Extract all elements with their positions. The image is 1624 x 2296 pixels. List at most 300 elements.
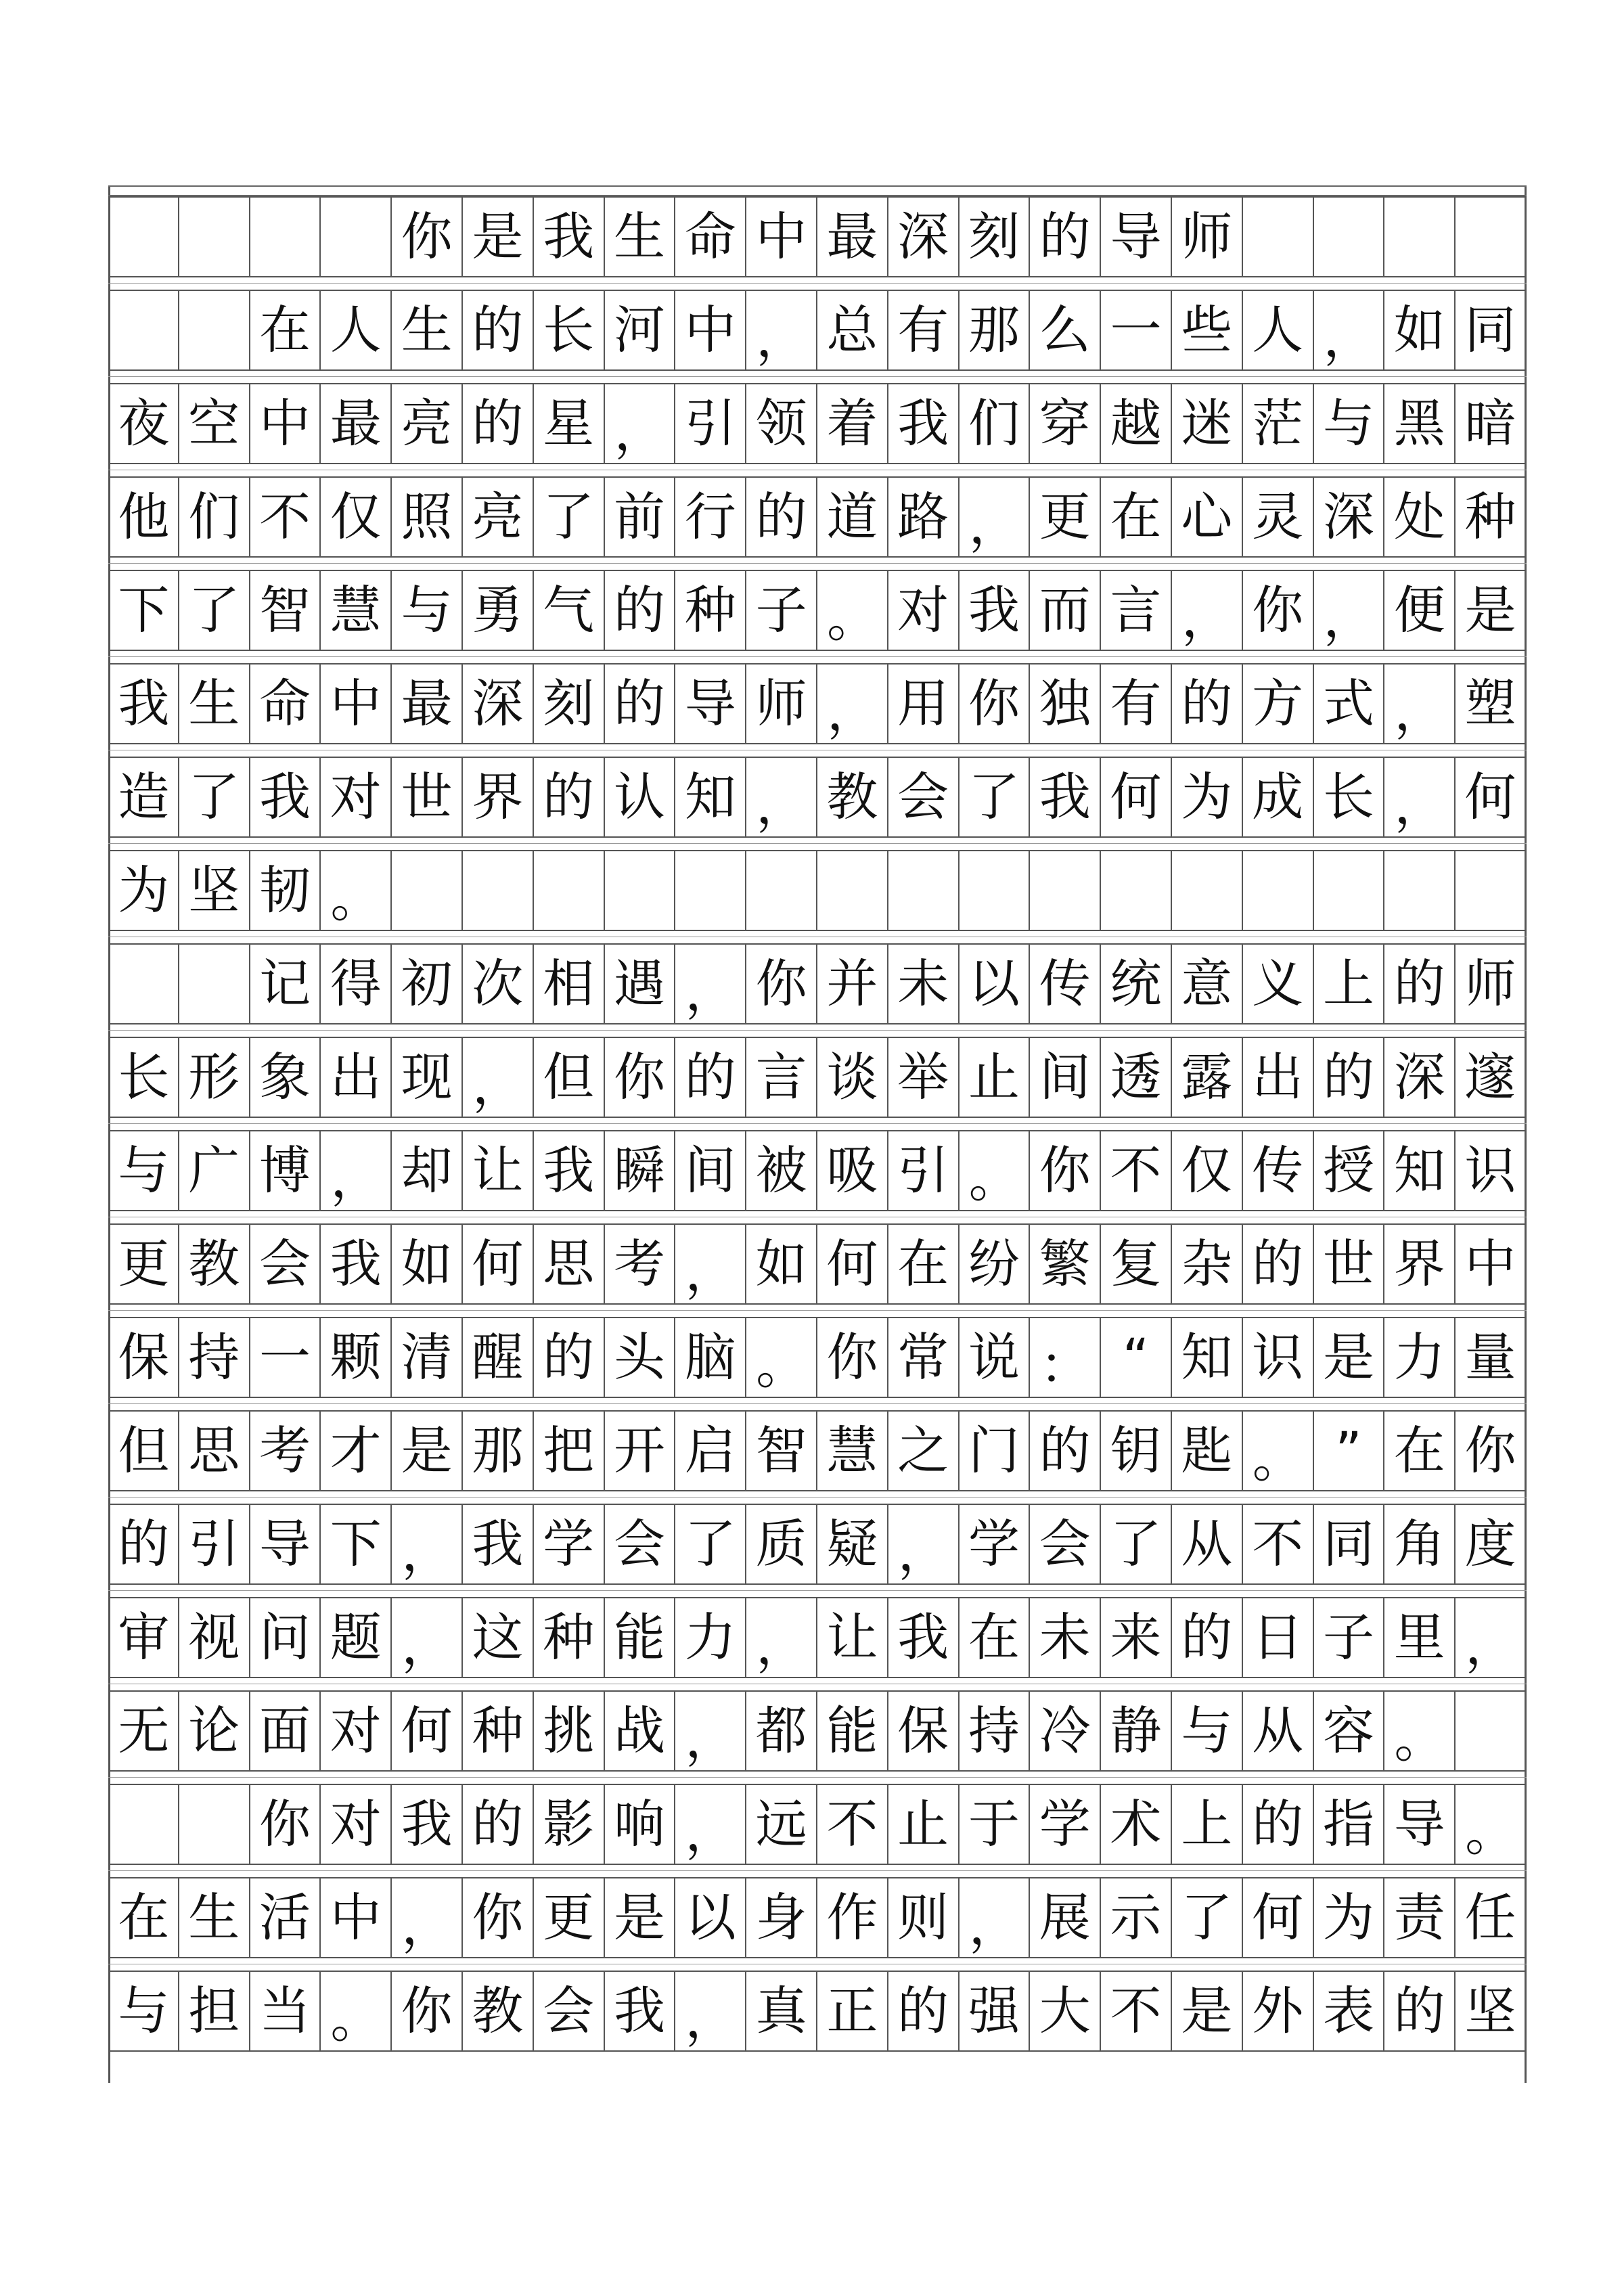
grid-cell: ，	[675, 1225, 746, 1303]
grid-cell: 了	[1101, 1505, 1172, 1583]
grid-cell: 方	[1243, 665, 1314, 743]
grid-cell: 中	[321, 1878, 392, 1957]
grid-cell	[1243, 851, 1314, 930]
grid-cell: 如	[392, 1225, 463, 1303]
grid-cell: 为	[1314, 1878, 1385, 1957]
row-gap	[108, 1678, 1527, 1690]
grid-cell: 便	[1384, 571, 1456, 650]
grid-cell: ，	[817, 665, 888, 743]
grid-cell: 是	[1172, 1972, 1243, 2050]
grid-cell: 对	[888, 571, 960, 650]
text-row	[108, 570, 1527, 651]
grid-cell: 你	[1243, 571, 1314, 650]
grid-cell: 有	[888, 291, 960, 369]
grid-cell: 最	[321, 384, 392, 463]
row-gap	[108, 464, 1527, 476]
grid-cell: 为	[1172, 758, 1243, 836]
grid-cell: 我	[888, 384, 960, 463]
grid-cell: 保	[108, 1318, 179, 1397]
grid-cell: 统	[1101, 945, 1172, 1023]
grid-cell: 了	[179, 758, 250, 836]
grid-cell: 智	[250, 571, 321, 650]
text-row	[108, 757, 1527, 838]
grid-cell: 与	[1172, 1692, 1243, 1770]
grid-cell: 却	[392, 1131, 463, 1210]
grid-cell: 在	[888, 1225, 960, 1303]
grid-cell: 这	[463, 1598, 534, 1677]
row-gap	[108, 838, 1527, 850]
grid-cell: 都	[746, 1692, 817, 1770]
grid-cell: 不	[817, 1785, 888, 1864]
grid-cell: 识	[1243, 1318, 1314, 1397]
grid-cell: 如	[1384, 291, 1456, 369]
grid-cell: 亮	[392, 384, 463, 463]
grid-cell: 了	[179, 571, 250, 650]
grid-cell: 活	[250, 1878, 321, 1957]
text-row	[108, 1690, 1527, 1772]
grid-cell: 种	[675, 571, 746, 650]
row-gap	[108, 1491, 1527, 1504]
text-row	[108, 1037, 1527, 1118]
grid-cell: 界	[463, 758, 534, 836]
grid-cell: 灵	[1243, 478, 1314, 556]
grid-cell: 的	[675, 1038, 746, 1117]
grid-cell: 才	[321, 1412, 392, 1490]
grid-cell: 远	[746, 1785, 817, 1864]
grid-cell: 我	[321, 1225, 392, 1303]
grid-cell: 为	[108, 851, 179, 930]
grid-cell: 不	[250, 478, 321, 556]
grid-cell: 茫	[1243, 384, 1314, 463]
grid-cell	[1243, 198, 1314, 276]
grid-cell: “	[1101, 1318, 1172, 1397]
grid-cell	[1456, 851, 1527, 930]
grid-cell: 了	[1172, 1878, 1243, 1957]
row-gap	[108, 1211, 1527, 1223]
grid-cell: 生	[605, 198, 676, 276]
grid-cell: 能	[605, 1598, 676, 1677]
grid-cell: 。	[1384, 1692, 1456, 1770]
grid-cell: 我	[534, 198, 605, 276]
grid-cell: 战	[605, 1692, 676, 1770]
grid-cell: 了	[675, 1505, 746, 1583]
grid-cell: 言	[746, 1038, 817, 1117]
grid-cell: 脑	[675, 1318, 746, 1397]
grid-cell: 形	[179, 1038, 250, 1117]
grid-cell: 的	[463, 384, 534, 463]
row-gap	[108, 558, 1527, 570]
grid-cell: 未	[1030, 1598, 1101, 1677]
grid-cell: 繁	[1030, 1225, 1101, 1303]
grid-cell: 清	[392, 1318, 463, 1397]
grid-cell	[1101, 851, 1172, 930]
grid-cell: 我	[888, 1598, 960, 1677]
grid-cell: ”	[1314, 1412, 1385, 1490]
grid-cell: 的	[888, 1972, 960, 2050]
grid-cell: 坚	[179, 851, 250, 930]
grid-cell: 在	[250, 291, 321, 369]
grid-cell: ，	[960, 1878, 1031, 1957]
grid-cell: 路	[888, 478, 960, 556]
grid-cell: 我	[108, 665, 179, 743]
grid-cell: 刻	[534, 665, 605, 743]
grid-cell: 表	[1314, 1972, 1385, 2050]
grid-cell: 同	[1456, 291, 1527, 369]
text-row	[108, 1877, 1527, 1958]
text-row	[108, 383, 1527, 464]
grid-cell: 生	[179, 1878, 250, 1957]
grid-cell: 人	[321, 291, 392, 369]
grid-cell	[463, 851, 534, 930]
grid-cell: 暗	[1456, 384, 1527, 463]
grid-cell: 。	[321, 851, 392, 930]
grid-cell: 。	[817, 571, 888, 650]
grid-cell: 开	[605, 1412, 676, 1490]
grid-cell: 作	[817, 1878, 888, 1957]
grid-cell: 更	[108, 1225, 179, 1303]
grid-cell: 导	[1101, 198, 1172, 276]
grid-cell: 前	[605, 478, 676, 556]
grid-cell: 深	[888, 198, 960, 276]
grid-cell: 河	[605, 291, 676, 369]
grid-cell: 引	[888, 1131, 960, 1210]
row-gap	[108, 1025, 1527, 1037]
grid-cell: 止	[960, 1038, 1031, 1117]
grid-cell: 的	[1030, 198, 1101, 276]
row-gap	[108, 1398, 1527, 1410]
grid-cell: 的	[534, 1318, 605, 1397]
grid-cell: 道	[817, 478, 888, 556]
grid-cell: 间	[1030, 1038, 1101, 1117]
grid-cell	[321, 198, 392, 276]
grid-cell: 次	[463, 945, 534, 1023]
grid-cell: 勇	[463, 571, 534, 650]
grid-cell: 博	[250, 1131, 321, 1210]
grid-cell: ，	[1384, 665, 1456, 743]
grid-cell: 邃	[1456, 1038, 1527, 1117]
grid-cell: 深	[1384, 1038, 1456, 1117]
grid-cell: 世	[392, 758, 463, 836]
grid-cell: 现	[392, 1038, 463, 1117]
grid-cell: 有	[1101, 665, 1172, 743]
grid-cell: 中	[250, 384, 321, 463]
grid-cell: 中	[1456, 1225, 1527, 1303]
grid-cell: 与	[392, 571, 463, 650]
grid-cell: 下	[321, 1505, 392, 1583]
grid-cell: 的	[605, 665, 676, 743]
grid-cell	[1456, 198, 1527, 276]
grid-cell	[179, 945, 250, 1023]
grid-cell: 得	[321, 945, 392, 1023]
grid-cell: 夜	[108, 384, 179, 463]
grid-cell: 当	[250, 1972, 321, 2050]
grid-cell: 颗	[321, 1318, 392, 1397]
grid-cell: 里	[1384, 1598, 1456, 1677]
grid-cell: 间	[675, 1131, 746, 1210]
grid-cell: 止	[888, 1785, 960, 1864]
grid-cell: 的	[534, 758, 605, 836]
grid-cell: 把	[534, 1412, 605, 1490]
grid-top-gap	[108, 185, 1527, 196]
grid-cell: 更	[534, 1878, 605, 1957]
grid-cell: 我	[960, 571, 1031, 650]
grid-cell: 外	[1243, 1972, 1314, 2050]
grid-cell: 你	[960, 665, 1031, 743]
grid-cell: 问	[250, 1598, 321, 1677]
grid-cell: 行	[675, 478, 746, 556]
grid-cell: 那	[463, 1412, 534, 1490]
grid-cell: 对	[321, 1692, 392, 1770]
grid-cell: 与	[108, 1972, 179, 2050]
grid-cell: 大	[1030, 1972, 1101, 2050]
grid-cell	[746, 851, 817, 930]
grid-cell: 世	[1314, 1225, 1385, 1303]
grid-cell: 。	[960, 1131, 1031, 1210]
grid-cell: 我	[392, 1785, 463, 1864]
text-row	[108, 1784, 1527, 1865]
grid-cell: 让	[817, 1598, 888, 1677]
row-gap	[108, 1305, 1527, 1317]
grid-cell: 导	[675, 665, 746, 743]
grid-cell: 义	[1243, 945, 1314, 1023]
grid-cell: 在	[1384, 1412, 1456, 1490]
grid-cell: 但	[534, 1038, 605, 1117]
grid-cell	[1314, 851, 1385, 930]
grid-cell: 对	[321, 758, 392, 836]
grid-cell: 式	[1314, 665, 1385, 743]
text-row	[108, 1410, 1527, 1491]
text-row	[108, 850, 1527, 931]
grid-cell: 透	[1101, 1038, 1172, 1117]
grid-cell	[179, 1785, 250, 1864]
row-gap	[108, 651, 1527, 663]
grid-cell: 不	[1243, 1505, 1314, 1583]
grid-cell: 教	[179, 1225, 250, 1303]
grid-cell: 会	[534, 1972, 605, 2050]
grid-cell: 何	[1101, 758, 1172, 836]
grid-cell: 记	[250, 945, 321, 1023]
grid-cell: 我	[534, 1131, 605, 1210]
grid-cell: 界	[1384, 1225, 1456, 1303]
grid-cell: 与	[108, 1131, 179, 1210]
grid-cell: 力	[675, 1598, 746, 1677]
grid-cell: 你	[392, 198, 463, 276]
row-gap	[108, 931, 1527, 943]
grid-cell: 子	[746, 571, 817, 650]
grid-cell: 穿	[1030, 384, 1101, 463]
grid-cell: 出	[1243, 1038, 1314, 1117]
grid-cell: 不	[1101, 1972, 1172, 2050]
grid-cell: 学	[534, 1505, 605, 1583]
grid-cell: 担	[179, 1972, 250, 2050]
row-gap	[108, 1772, 1527, 1784]
grid-cell: 度	[1456, 1505, 1527, 1583]
text-row	[108, 943, 1527, 1025]
grid-cell: 领	[746, 384, 817, 463]
grid-cell: 么	[1030, 291, 1101, 369]
grid-cell: 的	[463, 291, 534, 369]
grid-cell: 成	[1243, 758, 1314, 836]
grid-cell: 生	[179, 665, 250, 743]
grid-cell: 保	[888, 1692, 960, 1770]
grid-cell: 遇	[605, 945, 676, 1023]
grid-cell: 思	[534, 1225, 605, 1303]
grid-cell: ，	[1456, 1598, 1527, 1677]
grid-cell: 刻	[960, 198, 1031, 276]
grid-cell: 挑	[534, 1692, 605, 1770]
grid-cell: 会	[250, 1225, 321, 1303]
grid-cell: ，	[675, 1692, 746, 1770]
grid-cell	[1172, 851, 1243, 930]
grid-cell: 迷	[1172, 384, 1243, 463]
grid-cell: ，	[888, 1505, 960, 1583]
grid-cell: 何	[1243, 1878, 1314, 1957]
grid-cell: 我	[1030, 758, 1101, 836]
row-gap	[108, 277, 1527, 290]
grid-cell: 学	[960, 1505, 1031, 1583]
grid-cell: 种	[534, 1598, 605, 1677]
grid-cell: 引	[675, 384, 746, 463]
grid-cell: ，	[392, 1598, 463, 1677]
grid-cell: 中	[675, 291, 746, 369]
grid-cell: ，	[675, 945, 746, 1023]
grid-cell	[675, 851, 746, 930]
grid-cell	[179, 291, 250, 369]
grid-cell: 总	[817, 291, 888, 369]
grid-cell: 师	[1456, 945, 1527, 1023]
grid-cell: 星	[534, 384, 605, 463]
grid-cell: 韧	[250, 851, 321, 930]
grid-cell: 心	[1172, 478, 1243, 556]
grid-cell: 让	[463, 1131, 534, 1210]
grid-cell: 那	[960, 291, 1031, 369]
grid-cell	[108, 945, 179, 1023]
grid-cell: 最	[817, 198, 888, 276]
grid-cell: 知	[675, 758, 746, 836]
grid-cell: 广	[179, 1131, 250, 1210]
grid-cell: 更	[1030, 478, 1101, 556]
grid-cell	[108, 1785, 179, 1864]
grid-cell: ，	[1314, 571, 1385, 650]
grid-cell: 被	[746, 1131, 817, 1210]
grid-cell: 种	[1456, 478, 1527, 556]
grid-cell: 你	[1030, 1131, 1101, 1210]
grid-cell: 空	[179, 384, 250, 463]
grid-cell: 的	[1243, 1225, 1314, 1303]
title-row	[108, 196, 1527, 277]
grid-cell: 在	[1101, 478, 1172, 556]
grid-cell: 师	[1172, 198, 1243, 276]
grid-cell: 子	[1314, 1598, 1385, 1677]
grid-cell: 们	[960, 384, 1031, 463]
grid-cell: 你	[392, 1972, 463, 2050]
grid-cell: 你	[746, 945, 817, 1023]
grid-cell: 题	[321, 1598, 392, 1677]
grid-cell: 我	[605, 1972, 676, 2050]
grid-cell	[605, 851, 676, 930]
grid-cell: 是	[1314, 1318, 1385, 1397]
grid-cell	[817, 851, 888, 930]
grid-cell: 我	[463, 1505, 534, 1583]
grid-cell: ，	[321, 1131, 392, 1210]
grid-cell: 长	[108, 1038, 179, 1117]
grid-cell: 钥	[1101, 1412, 1172, 1490]
grid-cell	[1384, 851, 1456, 930]
grid-cell: 常	[888, 1318, 960, 1397]
grid-cell: 上	[1172, 1785, 1243, 1864]
grid-cell: 在	[960, 1598, 1031, 1677]
grid-cell: ，	[675, 1972, 746, 2050]
grid-cell: 术	[1101, 1785, 1172, 1864]
grid-cell: 响	[605, 1785, 676, 1864]
grid-cell: 认	[605, 758, 676, 836]
grid-cell: 的	[1243, 1785, 1314, 1864]
grid-cell: ，	[746, 1598, 817, 1677]
grid-cell: 视	[179, 1598, 250, 1677]
grid-cell	[108, 198, 179, 276]
grid-cell: 言	[1101, 571, 1172, 650]
grid-cell: 会	[888, 758, 960, 836]
grid-cell: 上	[1314, 945, 1385, 1023]
text-row	[108, 290, 1527, 371]
grid-cell: 力	[1384, 1318, 1456, 1397]
grid-cell: 的	[605, 571, 676, 650]
grid-cell: 些	[1172, 291, 1243, 369]
grid-cell	[1030, 851, 1101, 930]
grid-cell: 任	[1456, 1878, 1527, 1957]
grid-cell: 长	[1314, 758, 1385, 836]
grid-cell: 一	[250, 1318, 321, 1397]
grid-cell: 论	[179, 1692, 250, 1770]
grid-cell: 静	[1101, 1692, 1172, 1770]
text-row	[108, 663, 1527, 744]
grid-cell: 纷	[960, 1225, 1031, 1303]
text-row	[108, 1223, 1527, 1305]
grid-cell: 来	[1101, 1598, 1172, 1677]
grid-cell: ，	[1384, 758, 1456, 836]
grid-cell	[108, 291, 179, 369]
grid-cell: 出	[321, 1038, 392, 1117]
grid-cell: 你	[250, 1785, 321, 1864]
grid-cell	[534, 851, 605, 930]
grid-cell: 之	[888, 1412, 960, 1490]
grid-cell: 最	[392, 665, 463, 743]
grid-cell: 意	[1172, 945, 1243, 1023]
grid-cell: 生	[392, 291, 463, 369]
grid-cell: 但	[108, 1412, 179, 1490]
grid-cell: 慧	[817, 1412, 888, 1490]
grid-cell: 不	[1101, 1131, 1172, 1210]
row-gap	[108, 371, 1527, 383]
grid-cell: 吸	[817, 1131, 888, 1210]
grid-cell: 。	[321, 1972, 392, 2050]
text-row	[108, 1504, 1527, 1585]
text-row	[108, 1971, 1527, 2052]
grid-cell	[888, 851, 960, 930]
grid-cell: 身	[746, 1878, 817, 1957]
grid-cell: ，	[746, 758, 817, 836]
grid-cell: 露	[1172, 1038, 1243, 1117]
grid-cell: 瞬	[605, 1131, 676, 1210]
grid-cell: 对	[321, 1785, 392, 1864]
row-gap	[108, 744, 1527, 757]
grid-cell: 命	[250, 665, 321, 743]
grid-cell: 从	[1172, 1505, 1243, 1583]
grid-cell: 日	[1243, 1598, 1314, 1677]
grid-cell: 何	[1456, 758, 1527, 836]
grid-cell: 考	[605, 1225, 676, 1303]
grid-cell: 初	[392, 945, 463, 1023]
